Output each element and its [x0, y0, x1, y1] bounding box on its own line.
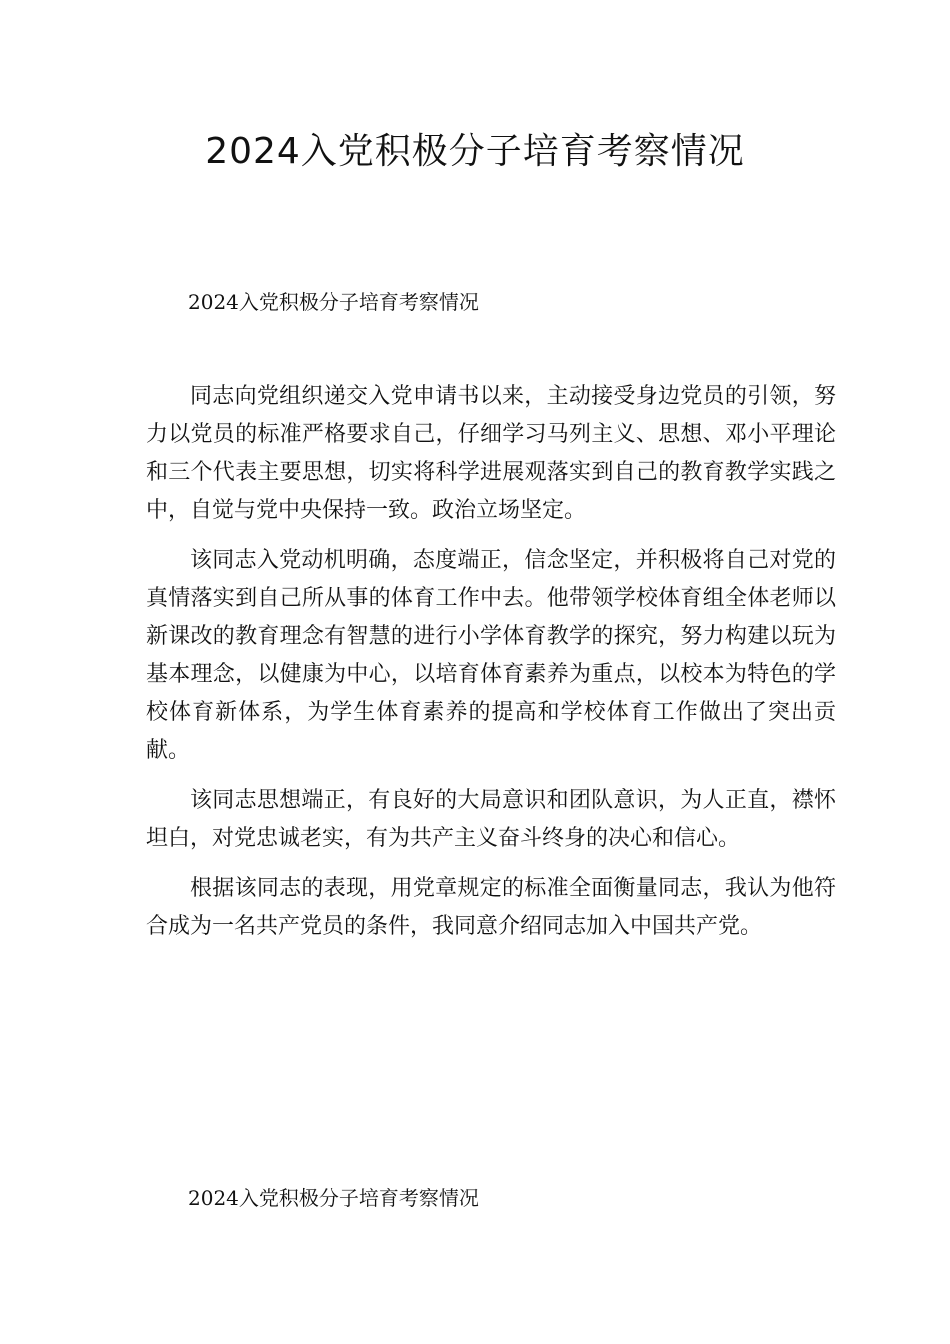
paragraph-4: 根据该同志的表现，用党章规定的标准全面衡量同志，我认为他符合成为一名共产党员的条件，我同意介绍同志加入中国共产党。 [146, 876, 836, 939]
paragraph-2: 该同志入党动机明确，态度端正，信念坚定，并积极将自己对党的真情落实到自己所从事的体育工作中去。他带领学校体育组全体老师以新课改的教育理念有智慧的进行小学体育教学的探究，努力构建以玩为基本理念，以健康为中心，以培育体育素养为重点，以校本为特色的学校体育新体系，为学生体育素养的提高和学校体育工作做出了突出贡献。 [146, 548, 836, 763]
paragraph-3: 该同志思想端正，有良好的大局意识和团队意识，为人正直，襟怀坦白，对党忠诚老实，有为共产主义奋斗终身的决心和信心。 [146, 788, 836, 851]
paragraph-1: 同志向党组织递交入党申请书以来，主动接受身边党员的引领，努力以党员的标准严格要求自己，仔细学习马列主义、思想、邓小平理论和三个代表主要思想，切实将科学进展观落实到自己的教育教学实践之中，自觉与党中央保持一致。政治立场坚定。 [146, 384, 836, 523]
document-body [146, 378, 836, 958]
subheading-bottom: 2024入党积极分子培育考察情况 [188, 1186, 479, 1210]
subheading-top: 2024入党积极分子培育考察情况 [188, 290, 479, 314]
document-title: 2024入党积极分子培育考察情况 [205, 131, 745, 172]
